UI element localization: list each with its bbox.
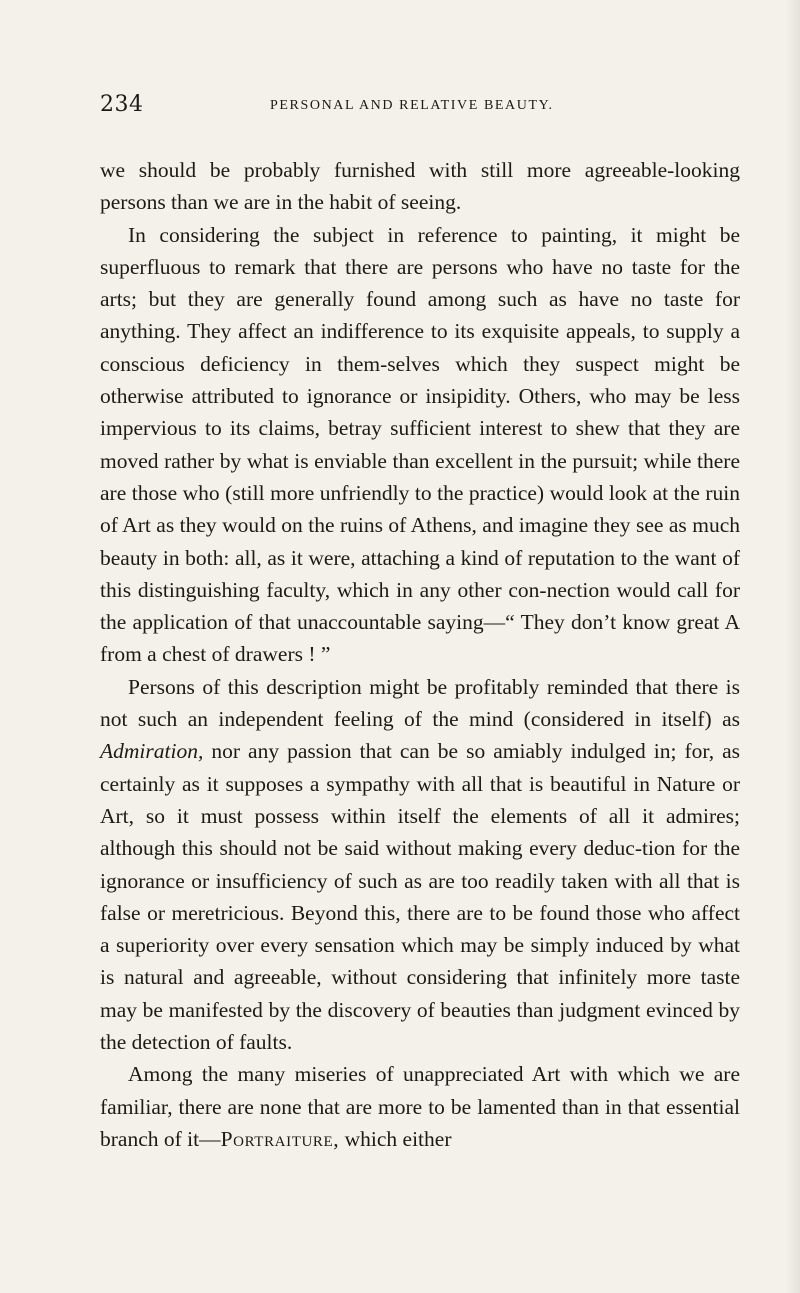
paragraph-text-before: Persons of this description might be profitably reminded that there is not such an independent feeling of the mind (considered in itself) as (100, 674, 740, 732)
paragraph-painting-taste (100, 219, 740, 671)
paragraph-portraiture (100, 1058, 740, 1155)
page-header (100, 92, 740, 122)
page-edge-shadow (786, 0, 800, 1293)
italic-term: Admiration, (100, 739, 204, 764)
paragraph-text: we should be probably furnished with still more agreeable-looking persons than we are in the habit of seeing. (100, 158, 740, 215)
paragraph-text-after: nor any passion that can be so amiably indulged in; for, as certainly as it supposes a sympathy with all that is beautiful in Nature or Art, so it must possess within itself the elements of all it admires; although this should not be said without making every deduc-tion for the ignorance or insufficiency of such as are too readily taken with all that is false or meretricious. Beyond this, there are to be found those who affect a superiority over every sensation which may be simply induced by what is natural and agreeable, without considering that infinitely more taste may be manifested by the discovery of beauties than judgment evinced by the detection of faults. (100, 739, 740, 1055)
book-page (100, 92, 740, 1151)
paragraph-admiration (100, 671, 740, 1059)
paragraph-text: In considering the subject in reference to painting, it might be superfluous to remark that there are persons who have no taste for the arts; but they are generally found among such as have no taste for anything. They affect an indifference to its exquisite appeals, to supply a conscious deficiency in them-selves which they suspect might be otherwise attributed to ignorance or insipidity. Others, who may be less impervious to its claims, betray sufficient interest to shew that they are moved rather by what is enviable than excellent in the pursuit; while there are those who (still more unfriendly to the practice) would look at the ruin of Art as they would on the ruins of Athens, and imagine they see as much beauty in both: all, as it were, attaching a kind of reputation to the want of this distinguishing faculty, which in any other con-nection would call for the application of that unaccountable saying—“ They don’t know great A from a chest of drawers ! ” (100, 222, 740, 667)
body-text (100, 154, 740, 1155)
running-title: PERSONAL AND RELATIVE BEAUTY. (270, 98, 554, 113)
paragraph-text-before: Among the many miseries of unappreciated Art with which we are familiar, there are none that are more to be lamented than in that essential branch of it— (100, 1062, 740, 1151)
paragraph-continuation (100, 154, 740, 219)
smallcaps-term: Portraiture, (220, 1126, 340, 1151)
paragraph-text-after: which either (339, 1126, 452, 1151)
page-number: 234 (100, 92, 144, 117)
